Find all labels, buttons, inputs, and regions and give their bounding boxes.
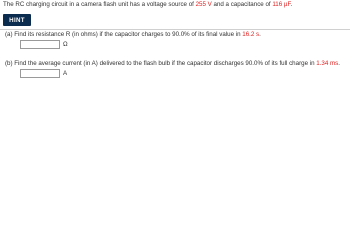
part-b-text-post: .: [338, 60, 341, 67]
intro-text-mid: and a capacitance of: [211, 1, 273, 8]
part-b-answer-input[interactable]: [20, 69, 60, 78]
part-a-label: (a): [5, 31, 13, 38]
intro-text-pre: The RC charging circuit in a camera flash unit has a voltage source of: [3, 1, 196, 8]
divider: [0, 29, 350, 30]
capacitance-value: 116 µF: [272, 1, 291, 8]
part-a-answer-row: [20, 40, 68, 49]
part-b-unit: A: [63, 70, 68, 77]
problem-statement: [3, 1, 292, 9]
part-a-answer-input[interactable]: [20, 40, 60, 49]
voltage-value: 255 V: [195, 1, 212, 8]
hint-button[interactable]: HINT: [3, 14, 31, 26]
part-a-text-post: .: [259, 31, 261, 38]
intro-text-post: .: [290, 1, 293, 8]
part-a-unit: Ω: [63, 41, 68, 48]
part-b-time-value: 1.34 ms: [316, 60, 339, 67]
part-a-text-pre: Find its resistance R (in ohms) if the capacitor charges to 90.0% of its final value in: [12, 31, 243, 38]
part-b-answer-row: [20, 69, 67, 78]
part-a-question: [5, 31, 261, 39]
part-b-label: (b): [5, 60, 13, 67]
part-a-time-value: 16.2 s: [242, 31, 260, 38]
part-b-text-pre: Find the average current (in A) delivered to the flash bulb if the capacitor discharges 90.0% of its full charge in: [12, 60, 317, 67]
part-b-question: [5, 60, 340, 68]
